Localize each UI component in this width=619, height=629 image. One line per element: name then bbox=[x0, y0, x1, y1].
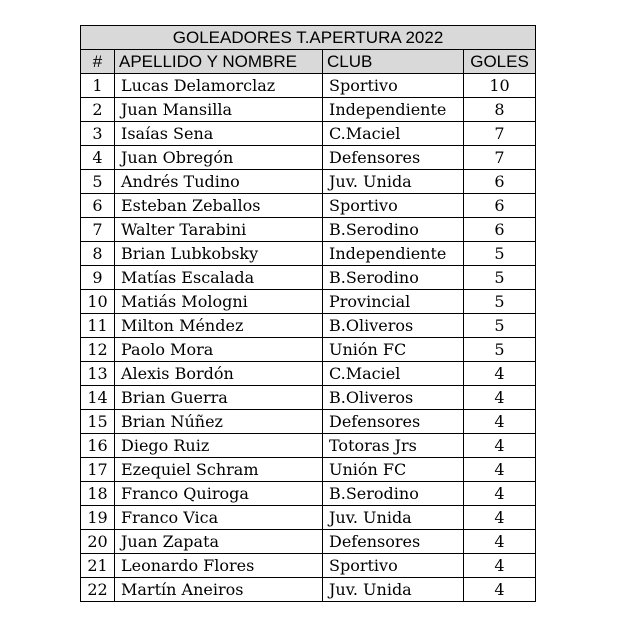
club-name: B.Oliveros bbox=[323, 314, 464, 338]
player-name: Diego Ruiz bbox=[115, 434, 323, 458]
goal-count: 10 bbox=[464, 74, 536, 98]
goal-count: 5 bbox=[464, 242, 536, 266]
player-name: Juan Obregón bbox=[115, 146, 323, 170]
goal-count: 4 bbox=[464, 578, 536, 602]
row-number: 13 bbox=[81, 362, 115, 386]
row-number: 4 bbox=[81, 146, 115, 170]
player-name: Lucas Delamorclaz bbox=[115, 74, 323, 98]
table-row bbox=[81, 122, 536, 146]
club-name: Independiente bbox=[323, 98, 464, 122]
row-number: 8 bbox=[81, 242, 115, 266]
goal-count: 5 bbox=[464, 290, 536, 314]
row-number: 19 bbox=[81, 506, 115, 530]
club-name: B.Oliveros bbox=[323, 386, 464, 410]
table-row bbox=[81, 74, 536, 98]
table-row bbox=[81, 98, 536, 122]
player-name: Juan Zapata bbox=[115, 530, 323, 554]
player-name: Leonardo Flores bbox=[115, 554, 323, 578]
table-row bbox=[81, 290, 536, 314]
club-name: B.Serodino bbox=[323, 218, 464, 242]
player-name: Juan Mansilla bbox=[115, 98, 323, 122]
table-row bbox=[81, 266, 536, 290]
player-name: Brian Lubkobsky bbox=[115, 242, 323, 266]
player-name: Alexis Bordón bbox=[115, 362, 323, 386]
player-name: Ezequiel Schram bbox=[115, 458, 323, 482]
table-row bbox=[81, 410, 536, 434]
table-row bbox=[81, 578, 536, 602]
player-name: Martín Aneiros bbox=[115, 578, 323, 602]
goal-count: 4 bbox=[464, 482, 536, 506]
goal-count: 4 bbox=[464, 386, 536, 410]
club-name: C.Maciel bbox=[323, 122, 464, 146]
goal-count: 5 bbox=[464, 314, 536, 338]
row-number: 20 bbox=[81, 530, 115, 554]
player-name: Franco Vica bbox=[115, 506, 323, 530]
club-name: Juv. Unida bbox=[323, 578, 464, 602]
club-name: Provincial bbox=[323, 290, 464, 314]
row-number: 10 bbox=[81, 290, 115, 314]
club-name: Juv. Unida bbox=[323, 170, 464, 194]
goal-count: 7 bbox=[464, 122, 536, 146]
player-name: Walter Tarabini bbox=[115, 218, 323, 242]
table-row bbox=[81, 194, 536, 218]
table-row bbox=[81, 506, 536, 530]
goal-count: 6 bbox=[464, 218, 536, 242]
table-row bbox=[81, 338, 536, 362]
row-number: 2 bbox=[81, 98, 115, 122]
row-number: 6 bbox=[81, 194, 115, 218]
header-name: APELLIDO Y NOMBRE bbox=[115, 50, 323, 74]
row-number: 5 bbox=[81, 170, 115, 194]
row-number: 7 bbox=[81, 218, 115, 242]
club-name: Unión FC bbox=[323, 458, 464, 482]
row-number: 17 bbox=[81, 458, 115, 482]
table-row bbox=[81, 458, 536, 482]
club-name: Defensores bbox=[323, 530, 464, 554]
player-name: Andrés Tudino bbox=[115, 170, 323, 194]
goal-count: 4 bbox=[464, 362, 536, 386]
header-num: # bbox=[81, 50, 115, 74]
club-name: B.Serodino bbox=[323, 482, 464, 506]
row-number: 15 bbox=[81, 410, 115, 434]
table-row bbox=[81, 434, 536, 458]
table-row bbox=[81, 554, 536, 578]
table-row bbox=[81, 146, 536, 170]
goal-count: 4 bbox=[464, 434, 536, 458]
player-name: Franco Quiroga bbox=[115, 482, 323, 506]
table-row bbox=[81, 362, 536, 386]
row-number: 12 bbox=[81, 338, 115, 362]
scorers-table bbox=[80, 25, 536, 602]
table-title: GOLEADORES T.APERTURA 2022 bbox=[81, 26, 536, 50]
club-name: C.Maciel bbox=[323, 362, 464, 386]
goal-count: 4 bbox=[464, 506, 536, 530]
table-row bbox=[81, 170, 536, 194]
club-name: Unión FC bbox=[323, 338, 464, 362]
goal-count: 5 bbox=[464, 338, 536, 362]
club-name: Defensores bbox=[323, 410, 464, 434]
goal-count: 4 bbox=[464, 458, 536, 482]
club-name: Defensores bbox=[323, 146, 464, 170]
goal-count: 8 bbox=[464, 98, 536, 122]
club-name: Sportivo bbox=[323, 194, 464, 218]
club-name: B.Serodino bbox=[323, 266, 464, 290]
table-row bbox=[81, 482, 536, 506]
goal-count: 4 bbox=[464, 410, 536, 434]
goal-count: 4 bbox=[464, 530, 536, 554]
row-number: 21 bbox=[81, 554, 115, 578]
goal-count: 7 bbox=[464, 146, 536, 170]
player-name: Brian Núñez bbox=[115, 410, 323, 434]
club-name: Totoras Jrs bbox=[323, 434, 464, 458]
player-name: Esteban Zeballos bbox=[115, 194, 323, 218]
row-number: 14 bbox=[81, 386, 115, 410]
row-number: 16 bbox=[81, 434, 115, 458]
table-row bbox=[81, 386, 536, 410]
table-row bbox=[81, 218, 536, 242]
goal-count: 5 bbox=[464, 266, 536, 290]
table-row bbox=[81, 530, 536, 554]
club-name: Sportivo bbox=[323, 554, 464, 578]
table-row bbox=[81, 242, 536, 266]
row-number: 22 bbox=[81, 578, 115, 602]
header-goals: GOLES bbox=[464, 50, 536, 74]
club-name: Independiente bbox=[323, 242, 464, 266]
row-number: 9 bbox=[81, 266, 115, 290]
goal-count: 6 bbox=[464, 170, 536, 194]
goal-count: 6 bbox=[464, 194, 536, 218]
row-number: 11 bbox=[81, 314, 115, 338]
player-name: Milton Méndez bbox=[115, 314, 323, 338]
row-number: 3 bbox=[81, 122, 115, 146]
header-club: CLUB bbox=[323, 50, 464, 74]
title-row bbox=[81, 26, 536, 50]
player-name: Matiás Mologni bbox=[115, 290, 323, 314]
header-row bbox=[81, 50, 536, 74]
player-name: Isaías Sena bbox=[115, 122, 323, 146]
club-name: Juv. Unida bbox=[323, 506, 464, 530]
club-name: Sportivo bbox=[323, 74, 464, 98]
row-number: 18 bbox=[81, 482, 115, 506]
player-name: Paolo Mora bbox=[115, 338, 323, 362]
row-number: 1 bbox=[81, 74, 115, 98]
player-name: Brian Guerra bbox=[115, 386, 323, 410]
table-body bbox=[81, 74, 536, 602]
table-row bbox=[81, 314, 536, 338]
player-name: Matías Escalada bbox=[115, 266, 323, 290]
goal-count: 4 bbox=[464, 554, 536, 578]
